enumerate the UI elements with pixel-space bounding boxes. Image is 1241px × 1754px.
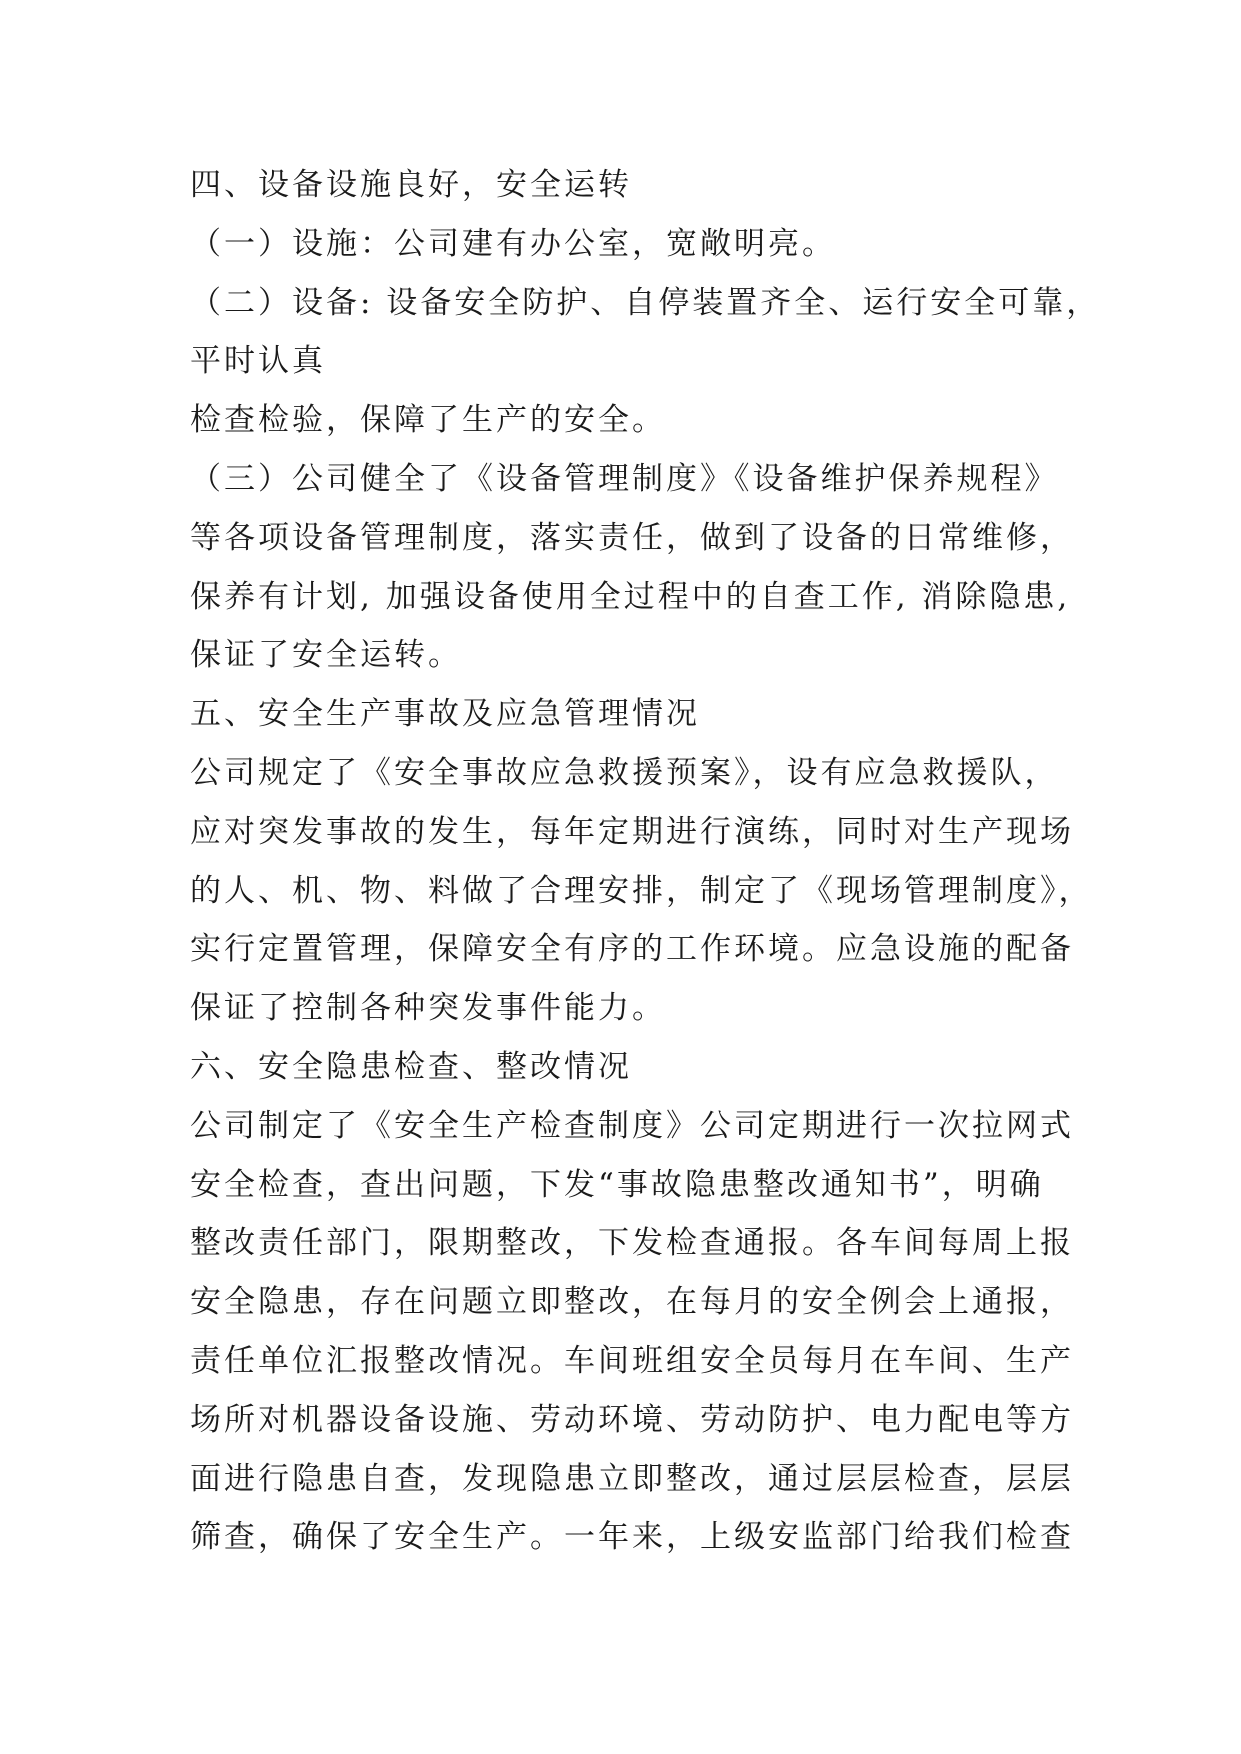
paragraph-line: 面进行隐患自查，发现隐患立即整改，通过层层检查，层层: [190, 1460, 1074, 1497]
section-heading-6: 六、安全隐患检查、整改情况: [190, 1048, 632, 1085]
paragraph-line: 安全检查，查出问题，下发“事故隐患整改通知书”，明确: [190, 1166, 1044, 1203]
paragraph-line: 检查检验，保障了生产的安全。: [190, 402, 666, 439]
paragraph-line: 的人、机、物、料做了合理安排，制定了《现场管理制度》，: [190, 872, 1093, 909]
paragraph-line: 公司规定了《安全事故应急救援预案》，设有应急救援队，: [190, 754, 1059, 791]
section-heading-4: 四、设备设施良好，安全运转: [190, 167, 632, 203]
paragraph-line: 实行定置管理，保障安全有序的工作环境。应急设施的配备: [190, 931, 1074, 968]
paragraph-line: 责任单位汇报整改情况。车间班组安全员每月在车间、生产: [190, 1342, 1074, 1379]
document-body: [190, 156, 1101, 1567]
section-heading-5: 五、安全生产事故及应急管理情况: [190, 696, 700, 733]
paragraph-line: 场所对机器设备设施、劳动环境、劳动防护、电力配电等方: [190, 1401, 1074, 1438]
paragraph-line: 保证了控制各种突发事件能力。: [190, 990, 666, 1027]
paragraph-line: 平时认真: [190, 343, 326, 380]
paragraph-line: 公司制定了《安全生产检查制度》公司定期进行一次拉网式: [190, 1107, 1074, 1144]
paragraph-line: （二）设备: 设备安全防护、自停装置齐全、运行安全可靠，: [190, 284, 1101, 321]
paragraph-line: 保养有计划, 加强设备使用全过程中的自查工作, 消除隐患,: [190, 578, 1071, 615]
paragraph-line: 安全隐患，存在问题立即整改，在每月的安全例会上通报，: [190, 1284, 1074, 1321]
paragraph-line: 保证了安全运转。: [190, 637, 462, 674]
paragraph-line: 筛查，确保了安全生产。一年来，上级安监部门给我们检查: [190, 1519, 1074, 1556]
paragraph-line: 等各项设备管理制度，落实责任，做到了设备的日常维修，: [190, 519, 1074, 556]
paragraph-line: （一）设施：公司建有办公室，宽敞明亮。: [190, 225, 836, 262]
paragraph-line: 应对突发事故的发生，每年定期进行演练，同时对生产现场: [190, 813, 1074, 850]
paragraph-line: （三）公司健全了《设备管理制度》《设备维护保养规程》: [190, 460, 1059, 497]
paragraph-line: 整改责任部门，限期整改，下发检查通报。各车间每周上报: [190, 1225, 1074, 1262]
